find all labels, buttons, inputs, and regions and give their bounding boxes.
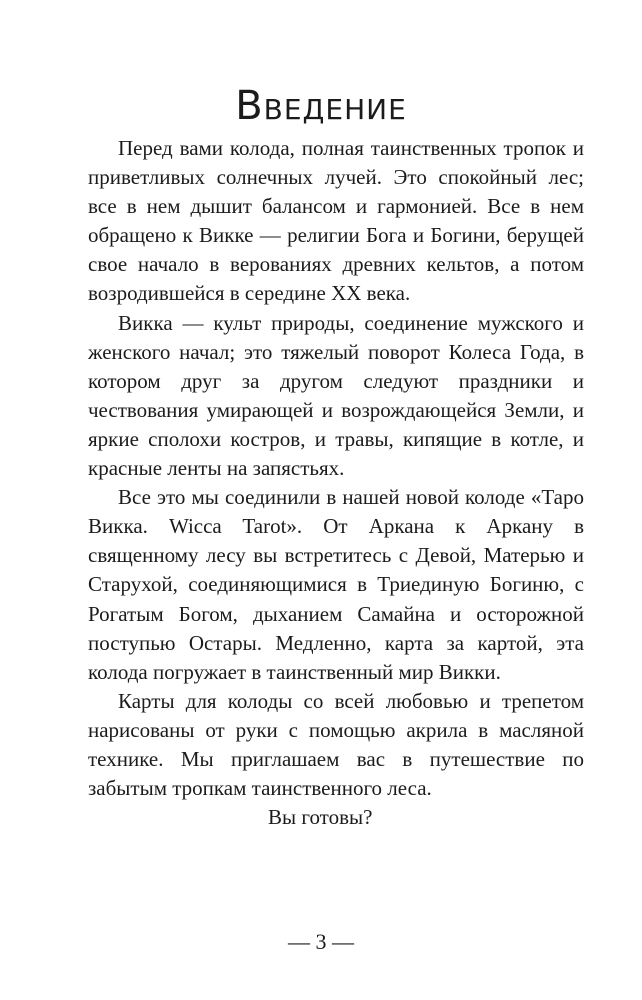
chapter-title: Введение (235, 83, 407, 129)
body-text (88, 134, 584, 832)
paragraph-3: Все это мы соединили в нашей новой колоде «Таро Викка. Wicca Tarot». От Аркана к Аркану в священному лесу вы встретитесь с Девой, Матерью и Старухой, соединяющимися в Триединую Богиню, с Рогатым Богом, дыханием Самайна и осторожной поступью Остары. Медленно, карта за картой, эта колода погружает в таинственный мир Викки. (88, 485, 584, 684)
paragraph-1: Перед вами колода, полная таинственных тропок и приветливых солнечных лучей. Это спокойный лес; все в нем дышит балансом и гармонией. Все в нем обращено к Викке — религии Бога и Богини, берущей свое начало в верованиях древних кельтов, а потом возродившейся в середине XX века. (88, 136, 584, 306)
paragraph-4: Карты для колоды со всей любовью и трепетом нарисованы от руки с помощью акрила в масляной технике. Мы приглашаем вас в путешествие по забытым тропкам таинственного леса. (88, 688, 584, 801)
paragraph-2: Викка — культ природы, соединение мужского и женского начал; это тяжелый поворот Колеса Года, в котором друг за другом следуют праздники и чествования умирающей и возрождающейся Земли, и яркие сполохи костров, и травы, кипящие в котле, и красные ленты на запястьях. (88, 310, 584, 481)
page-number: — 3 — (288, 929, 354, 954)
closing-question: Вы готовы? (268, 805, 373, 830)
